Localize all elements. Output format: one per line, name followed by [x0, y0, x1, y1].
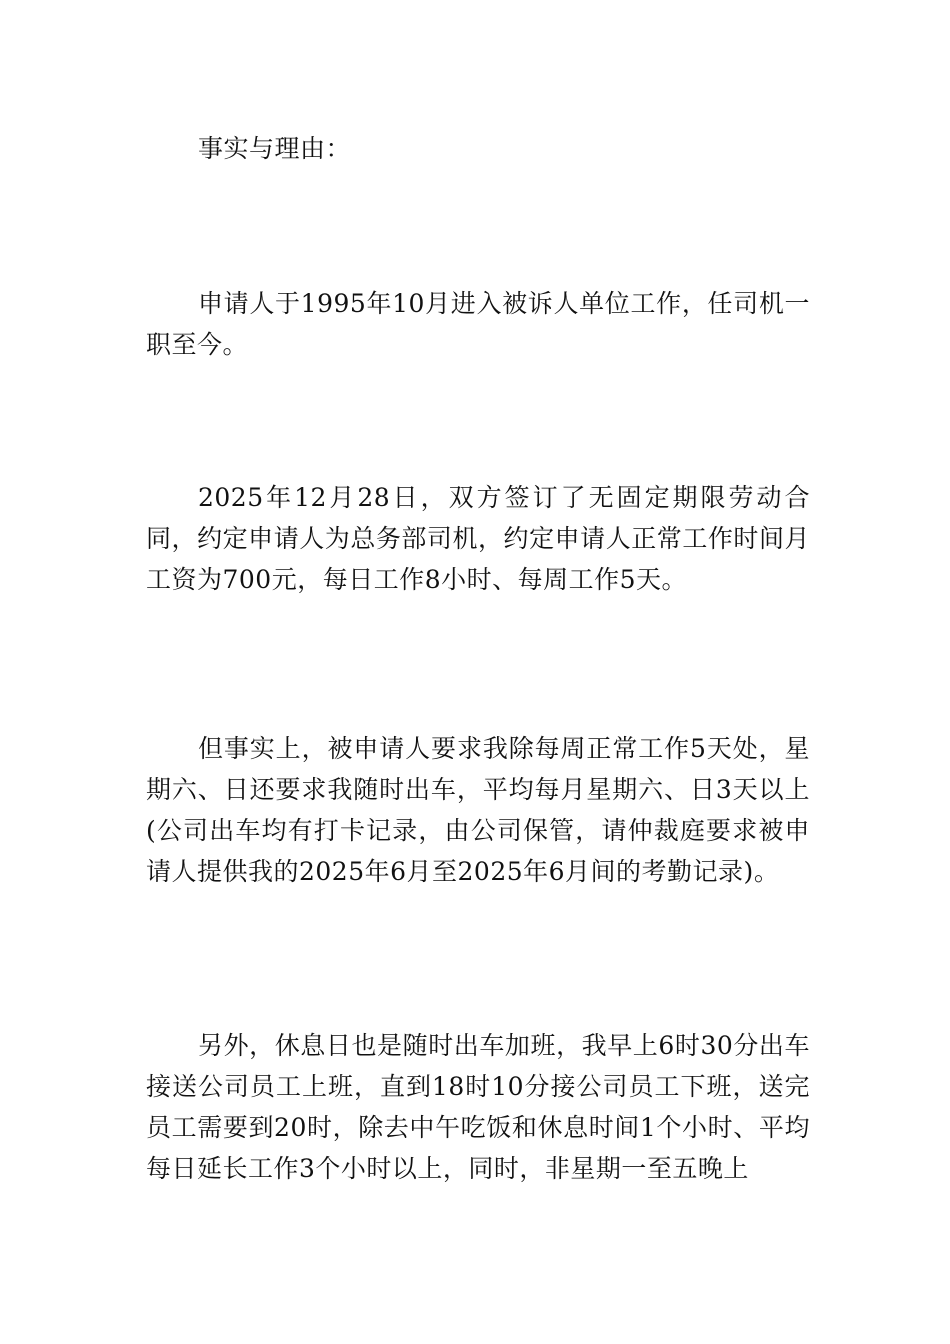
section-heading: 事实与理由： [198, 134, 352, 163]
paragraph-overtime-details: 另外，休息日也是随时出车加班，我早上6时30分出车接送公司员工上班，直到18时10分接公司员工下班，送完员工需要到20时，除去中午吃饭和休息时间1个小时、平均每日延长工作3个小时以上，同时，非星期一至五晚上 [146, 1031, 810, 1183]
paragraph-weekend-work: 但事实上，被申请人要求我除每周正常工作5天处，星期六、日还要求我随时出车，平均每月星期六、日3天以上(公司出车均有打卡记录，由公司保管，请仲裁庭要求被申请人提供我的2025年6月至2025年6月间的考勤记录)。 [146, 734, 810, 886]
paragraph-employment-start: 申请人于1995年10月进入被诉人单位工作，任司机一职至今。 [146, 289, 810, 359]
paragraph-contract-terms: 2025年12月28日，双方签订了无固定期限劳动合同，约定申请人为总务部司机，约定申请人正常工作时间月工资为700元，每日工作8小时、每周工作5天。 [146, 483, 810, 594]
